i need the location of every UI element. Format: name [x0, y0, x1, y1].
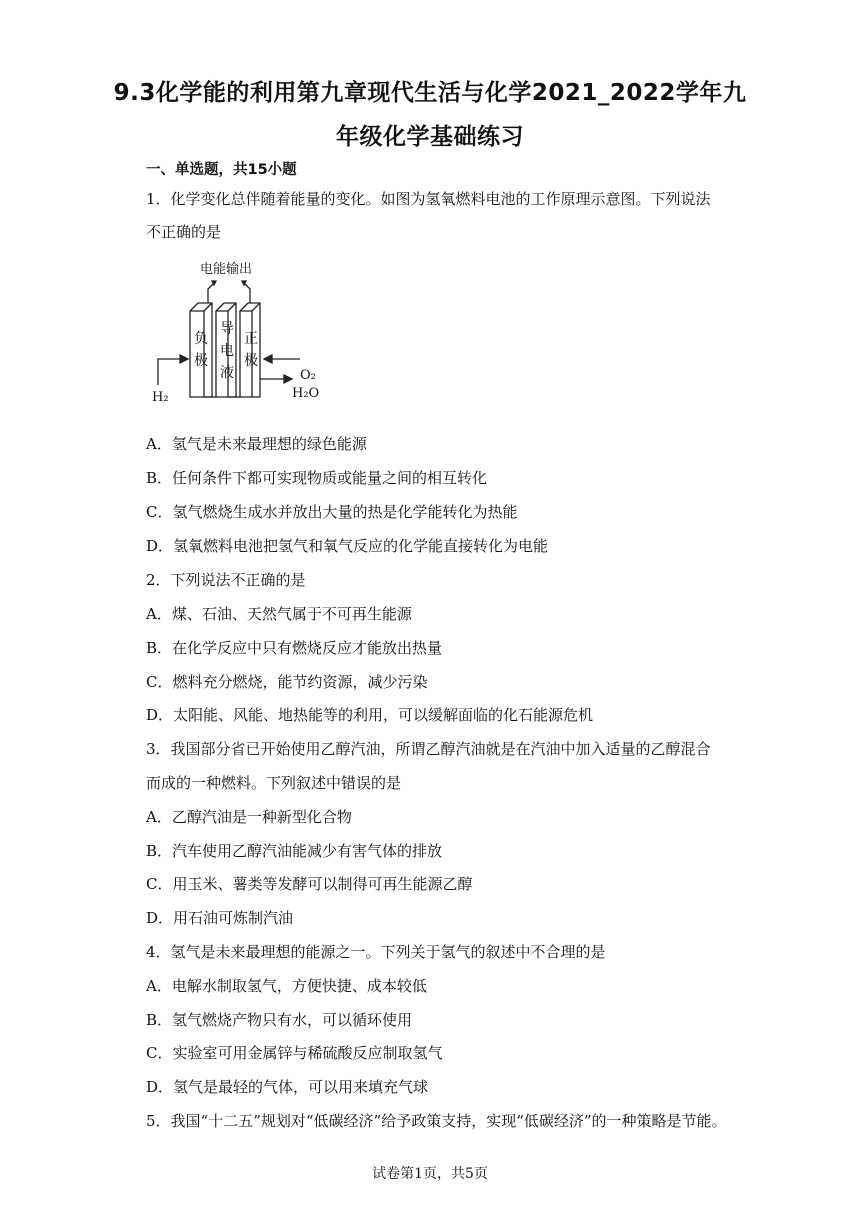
section-heading: 一、单选题，共15小题 [146, 162, 297, 178]
mid-char-3: 液 [220, 365, 234, 381]
q4-stem: 4．氢气是未来最理想的能源之一。下列关于氢气的叙述中不合理的是 [146, 943, 606, 961]
o2-label: O₂ [300, 368, 316, 383]
h2-inlet-pipe [158, 359, 186, 385]
q4-option-d[interactable]: D．氢气是最轻的气体，可以用来填充气球 [146, 1078, 429, 1096]
fuel-cell-diagram [150, 255, 340, 405]
neg-char-2: 极 [194, 353, 208, 369]
q1-option-a[interactable]: A．氢气是未来最理想的绿色能源 [146, 435, 367, 453]
q3-option-a[interactable]: A．乙醇汽油是一种新型化合物 [146, 808, 352, 826]
plate-positive [240, 303, 260, 397]
h2o-label: H₂O [292, 386, 320, 401]
q3-stem-line-2: 而成的一种燃料。下列叙述中错误的是 [146, 774, 402, 792]
q3-option-c[interactable]: C．用玉米、薯类等发酵可以制得可再生能源乙醇 [146, 875, 473, 893]
page-title-line-1: 9.3化学能的利用第九章现代生活与化学2021_2022学年九 [113, 80, 747, 106]
q4-option-c[interactable]: C．实验室可用金属锌与稀硫酸反应制取氢气 [146, 1044, 443, 1062]
output-label: 电能输出 [200, 262, 253, 277]
q4-option-b[interactable]: B．氢气燃烧产物只有水，可以循环使用 [146, 1011, 413, 1029]
output-arrow-left [208, 283, 214, 303]
plate-negative [190, 303, 212, 397]
q1-stem-line-1: 1．化学变化总伴随着能量的变化。如图为氢氧燃料电池的工作原理示意图。下列说法 [146, 190, 711, 208]
q3-option-b[interactable]: B．汽车使用乙醇汽油能减少有害气体的排放 [146, 842, 443, 860]
mid-char-1: 导 [220, 321, 234, 337]
q4-option-a[interactable]: A．电解水制取氢气，方便快捷、成本较低 [146, 977, 427, 995]
output-arrow-right [244, 283, 250, 303]
neg-char-1: 负 [194, 331, 208, 347]
q2-option-d[interactable]: D．太阳能、风能、地热能等的利用，可以缓解面临的化石能源危机 [146, 706, 594, 724]
q1-option-b[interactable]: B．任何条件下都可实现物质或能量之间的相互转化 [146, 469, 488, 487]
q2-option-b[interactable]: B．在化学反应中只有燃烧反应才能放出热量 [146, 639, 443, 657]
q2-option-a[interactable]: A．煤、石油、天然气属于不可再生能源 [146, 605, 412, 623]
pos-char-1: 正 [244, 331, 258, 347]
page-footer: 试卷第1页，共5页 [372, 1166, 488, 1182]
q1-option-d[interactable]: D．氢氧燃料电池把氢气和氧气反应的化学能直接转化为电能 [146, 537, 549, 555]
h2-label: H₂ [152, 390, 169, 405]
q1-stem-line-2: 不正确的是 [146, 223, 222, 241]
q2-option-c[interactable]: C．燃料充分燃烧，能节约资源，减少污染 [146, 673, 428, 691]
q3-option-d[interactable]: D．用石油可炼制汽油 [146, 909, 294, 927]
mid-char-2: 电 [220, 343, 234, 359]
q5-stem-line-1: 5．我国“十二五”规划对“低碳经济”给予政策支持，实现“低碳经济”的一种策略是节能。 [146, 1112, 727, 1130]
q2-stem: 2．下列说法不正确的是 [146, 571, 306, 589]
pos-char-2: 极 [244, 353, 258, 369]
q3-stem-line-1: 3．我国部分省已开始使用乙醇汽油，所谓乙醇汽油就是在汽油中加入适量的乙醇混合 [146, 740, 711, 758]
q1-option-c[interactable]: C．氢气燃烧生成水并放出大量的热是化学能转化为热能 [146, 503, 518, 521]
page-title-line-2: 年级化学基础练习 [336, 124, 524, 150]
